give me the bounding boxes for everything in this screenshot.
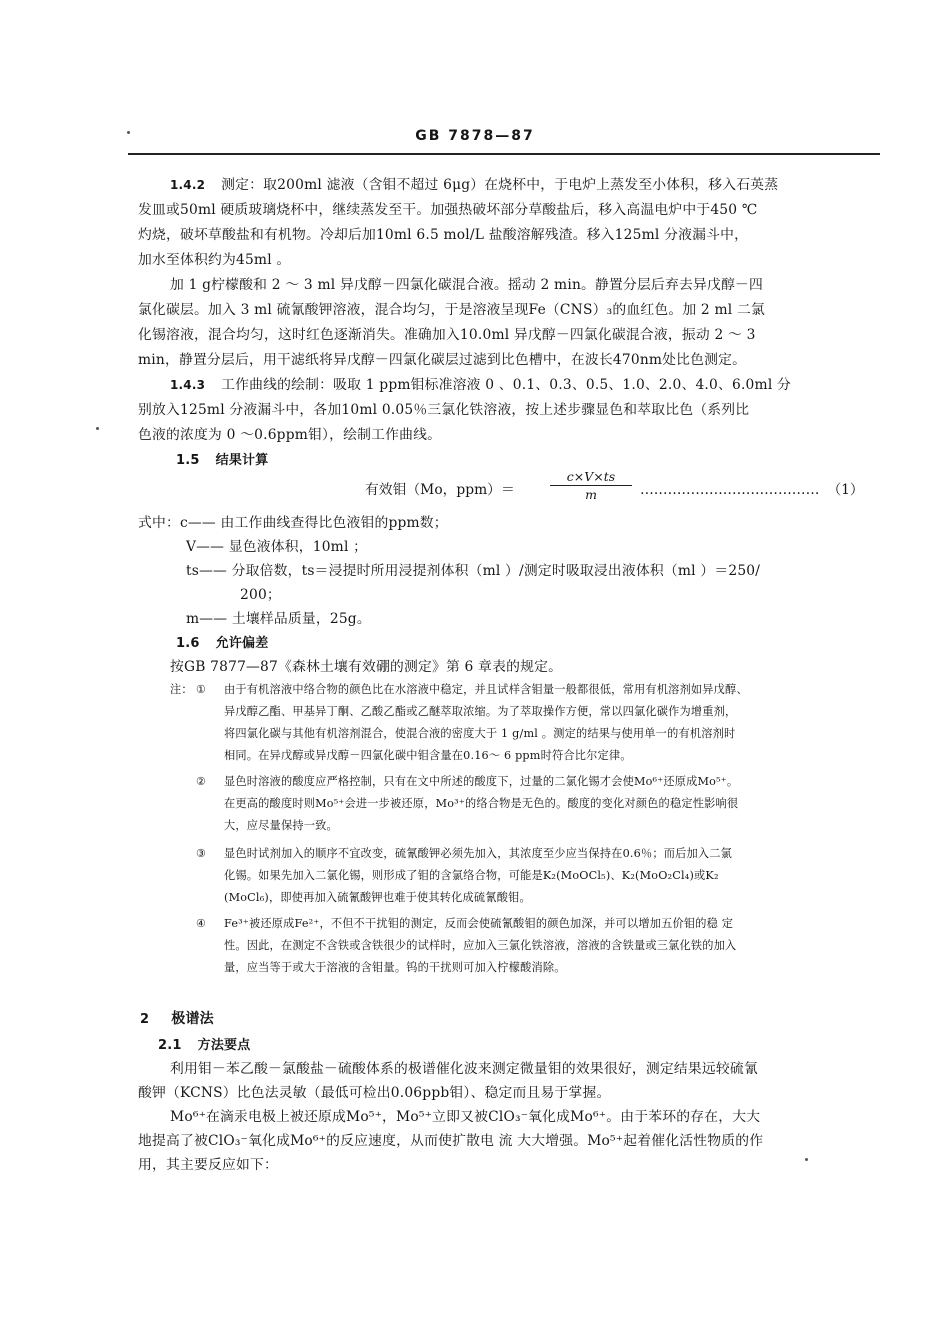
formula-fraction [550, 469, 632, 502]
section-title: 允许偏差 [215, 636, 269, 651]
where-ts-line-1: ts—— 分取倍数，ts＝浸提时所用浸提剂体积（ml ）/测定时吸取浸出液体积（ml ）＝250/ [186, 563, 761, 579]
note-2-number: ② [196, 775, 207, 788]
equation-number: （1） [827, 482, 864, 498]
extract-para-line-4: min，静置分层后，用干滤纸将异戊醇－四氯化碳层过滤到比色槽中，在波长470nm处比色测定。 [138, 352, 747, 368]
note-3-line-3: (MoCl₆)，即使再加入硫氰酸钾也难于使其转化成硫氰酸钼。 [224, 891, 531, 904]
where-m: m—— 土壤样品质量，25g。 [186, 611, 371, 627]
sec-1-6-text: 按GB 7877—87《森林土壤有效硼的测定》第 6 章表的规定。 [170, 659, 563, 675]
sec-1-4-2-line-4: 加水至体积约为45ml 。 [138, 252, 291, 268]
sec-2-heading [140, 1010, 214, 1029]
formula-lhs: 有效钼（Mo，ppm）＝ [365, 482, 515, 498]
note-3-line-2: 化锡。如果先加入二氯化锡，则形成了钼的含氯络合物，可能是K₂(MoOCl₅)、K₂(MoO₂Cl₄)或K₂ [224, 869, 719, 882]
note-4-line-3: 量，应当等于或大于溶液的含钼量。钨的干扰则可加入柠檬酸消除。 [224, 961, 566, 974]
note-3-number: ③ [196, 847, 207, 860]
section-title: 极谱法 [171, 1011, 214, 1027]
scan-speck [805, 1158, 808, 1161]
note-1-line-4: 相同。在异戊醇或异戊醇－四氯化碳中钼含量在0.16～ 6 ppm时符合比尔定律。 [224, 749, 632, 762]
note-2-line-2: 在更高的酸度时则Mo⁵⁺会进一步被还原，Mo³⁺的络合物是无色的。酸度的变化对颜色的稳定性影响很 [224, 797, 739, 810]
sec-1-6-heading [176, 634, 268, 653]
sec-2-1-para-2-line-3: 用，其主要反应如下： [138, 1157, 278, 1173]
sec-1-4-2-line-1: 1.4.2 测定：取200ml 滤液（含钼不超过 6μg）在烧杯中，于电炉上蒸发至小体积，移入石英蒸 [170, 177, 779, 193]
note-4-line-2: 性。因此，在测定不含铁或含铁很少的试样时，应加入三氯化铁溶液，溶液的含铁量或三氯化铁的加入 [224, 939, 737, 952]
sec-2-1-heading [158, 1036, 250, 1055]
formula-leader-dots: ………………………………… （1） [640, 482, 864, 498]
note-3-line-1: 显色时试剂加入的顺序不宜改变，硫氰酸钾必须先加入，其浓度至少应当保持在0.6％；而后加入二氯 [224, 847, 733, 860]
section-number: 2.1 [158, 1038, 182, 1053]
extract-para-line-2: 氯化碳层。加入 3 ml 硫氰酸钾溶液，混合均匀，于是溶液呈现Fe（CNS）₃的血红色。加 2 ml 二氯 [138, 302, 765, 318]
notes-label: 注： [170, 683, 193, 696]
page-header-standard-code: GB 7878—87 [415, 128, 535, 144]
sec-2-1-para-1-line-1: 利用钼－苯乙酸－氯酸盐－硫酸体系的极谱催化波来测定微量钼的效果很好，测定结果远较硫氰 [170, 1061, 758, 1077]
sec-1-5-heading [176, 451, 268, 470]
section-number: 1.5 [176, 453, 200, 468]
sec-1-4-3-line-2: 别放入125ml 分液漏斗中，各加10ml 0.05％三氯化铁溶液，按上述步骤显色和萃取比色（系列比 [138, 402, 750, 418]
formula-denominator: m [585, 487, 597, 502]
where-V: V—— 显色液体积，10ml ； [186, 539, 368, 555]
note-4-line-1: Fe³⁺被还原成Fe²⁺，不但不干扰钼的测定，反而会使硫氰酸钼的颜色加深，并可以增加五价钼的稳 定 [224, 917, 734, 930]
note-2-line-1: 显色时溶液的酸度应严格控制，只有在文中所述的酸度下，过量的二氯化锡才会使Mo⁶⁺还原成Mo⁵⁺。 [224, 775, 739, 788]
note-1-line-1: 由于有机溶液中络合物的颜色比在水溶液中稳定，并且试样含钼量一般都很低，常用有机溶剂如异戊醇、 [224, 683, 748, 696]
sec-1-4-3-line-1: 1.4.3 工作曲线的绘制：吸取 1 ppm钼标准溶液 0 、0.1、0.3、0.5、1.0、2.0、4.0、6.0ml 分 [170, 377, 792, 393]
sec-2-1-para-1-line-2: 酸钾（KCNS）比色法灵敏（最低可检出0.06ppb钼）、稳定而且易于掌握。 [138, 1085, 611, 1101]
note-4-number: ④ [196, 917, 207, 930]
section-number: 1.6 [176, 636, 200, 651]
note-1-line-2: 异戊醇乙酯、甲基异丁酮、乙酸乙酯或乙醚萃取浓缩。为了萃取操作方便，常以四氯化碳作为增重剂， [224, 705, 737, 718]
section-number: 1.4.3 [170, 378, 206, 392]
sec-1-4-2-line-2: 发皿或50ml 硬质玻璃烧杯中，继续蒸发至干。加强热破坏部分草酸盐后，移入高温电炉中于450 ℃ [138, 202, 758, 218]
where-ts-line-2: 200； [240, 587, 281, 603]
sec-1-4-3-line-3: 色液的浓度为 0 ～0.6ppm钼），绘制工作曲线。 [138, 427, 442, 443]
section-number: 2 [140, 1012, 150, 1027]
note-2-line-3: 大，应尽量保持一致。 [224, 819, 338, 832]
where-c: 式中：c—— 由工作曲线查得比色液钼的ppm数； [138, 515, 448, 531]
section-title: 结果计算 [215, 453, 269, 468]
sec-2-1-para-2-line-2: 地提高了被ClO₃⁻氧化成Mo⁶⁺的反应速度，从而使扩散电 流 大大增强。Mo⁵⁺起着催化活性物质的作 [138, 1133, 764, 1149]
note-1-line-3: 将四氯化碳与其他有机溶剂混合，使混合液的密度大于 1 g/ml 。测定的结果与使用单一的有机溶剂时 [224, 727, 736, 740]
sec-1-4-2-line-3: 灼烧，破坏草酸盐和有机物。冷却后加10ml 6.5 mol/L 盐酸溶解残渣。移入125ml 分液漏斗中， [138, 227, 749, 243]
extract-para-line-3: 化锡溶液，混合均匀，这时红色逐渐消失。准确加入10.0ml 异戊醇－四氯化碳混合液，振动 2 ～ 3 [138, 327, 756, 343]
scan-speck [127, 131, 130, 134]
extract-para-line-1: 加 1 g柠檬酸和 2 ～ 3 ml 异戊醇－四氯化碳混合液。摇动 2 min。静置分层后弃去异戊醇－四 [170, 277, 763, 293]
sec-2-1-para-2-line-1: Mo⁶⁺在滴汞电极上被还原成Mo⁵⁺，Mo⁵⁺立即又被ClO₃⁻氧化成Mo⁶⁺。由于苯环的存在，大大 [170, 1109, 761, 1125]
section-title: 方法要点 [197, 1038, 251, 1053]
formula-numerator: c×V×ts [550, 469, 632, 486]
scan-speck [96, 427, 99, 430]
note-1-number: ① [196, 683, 207, 696]
header-rule [128, 153, 880, 155]
section-number: 1.4.2 [170, 178, 206, 192]
